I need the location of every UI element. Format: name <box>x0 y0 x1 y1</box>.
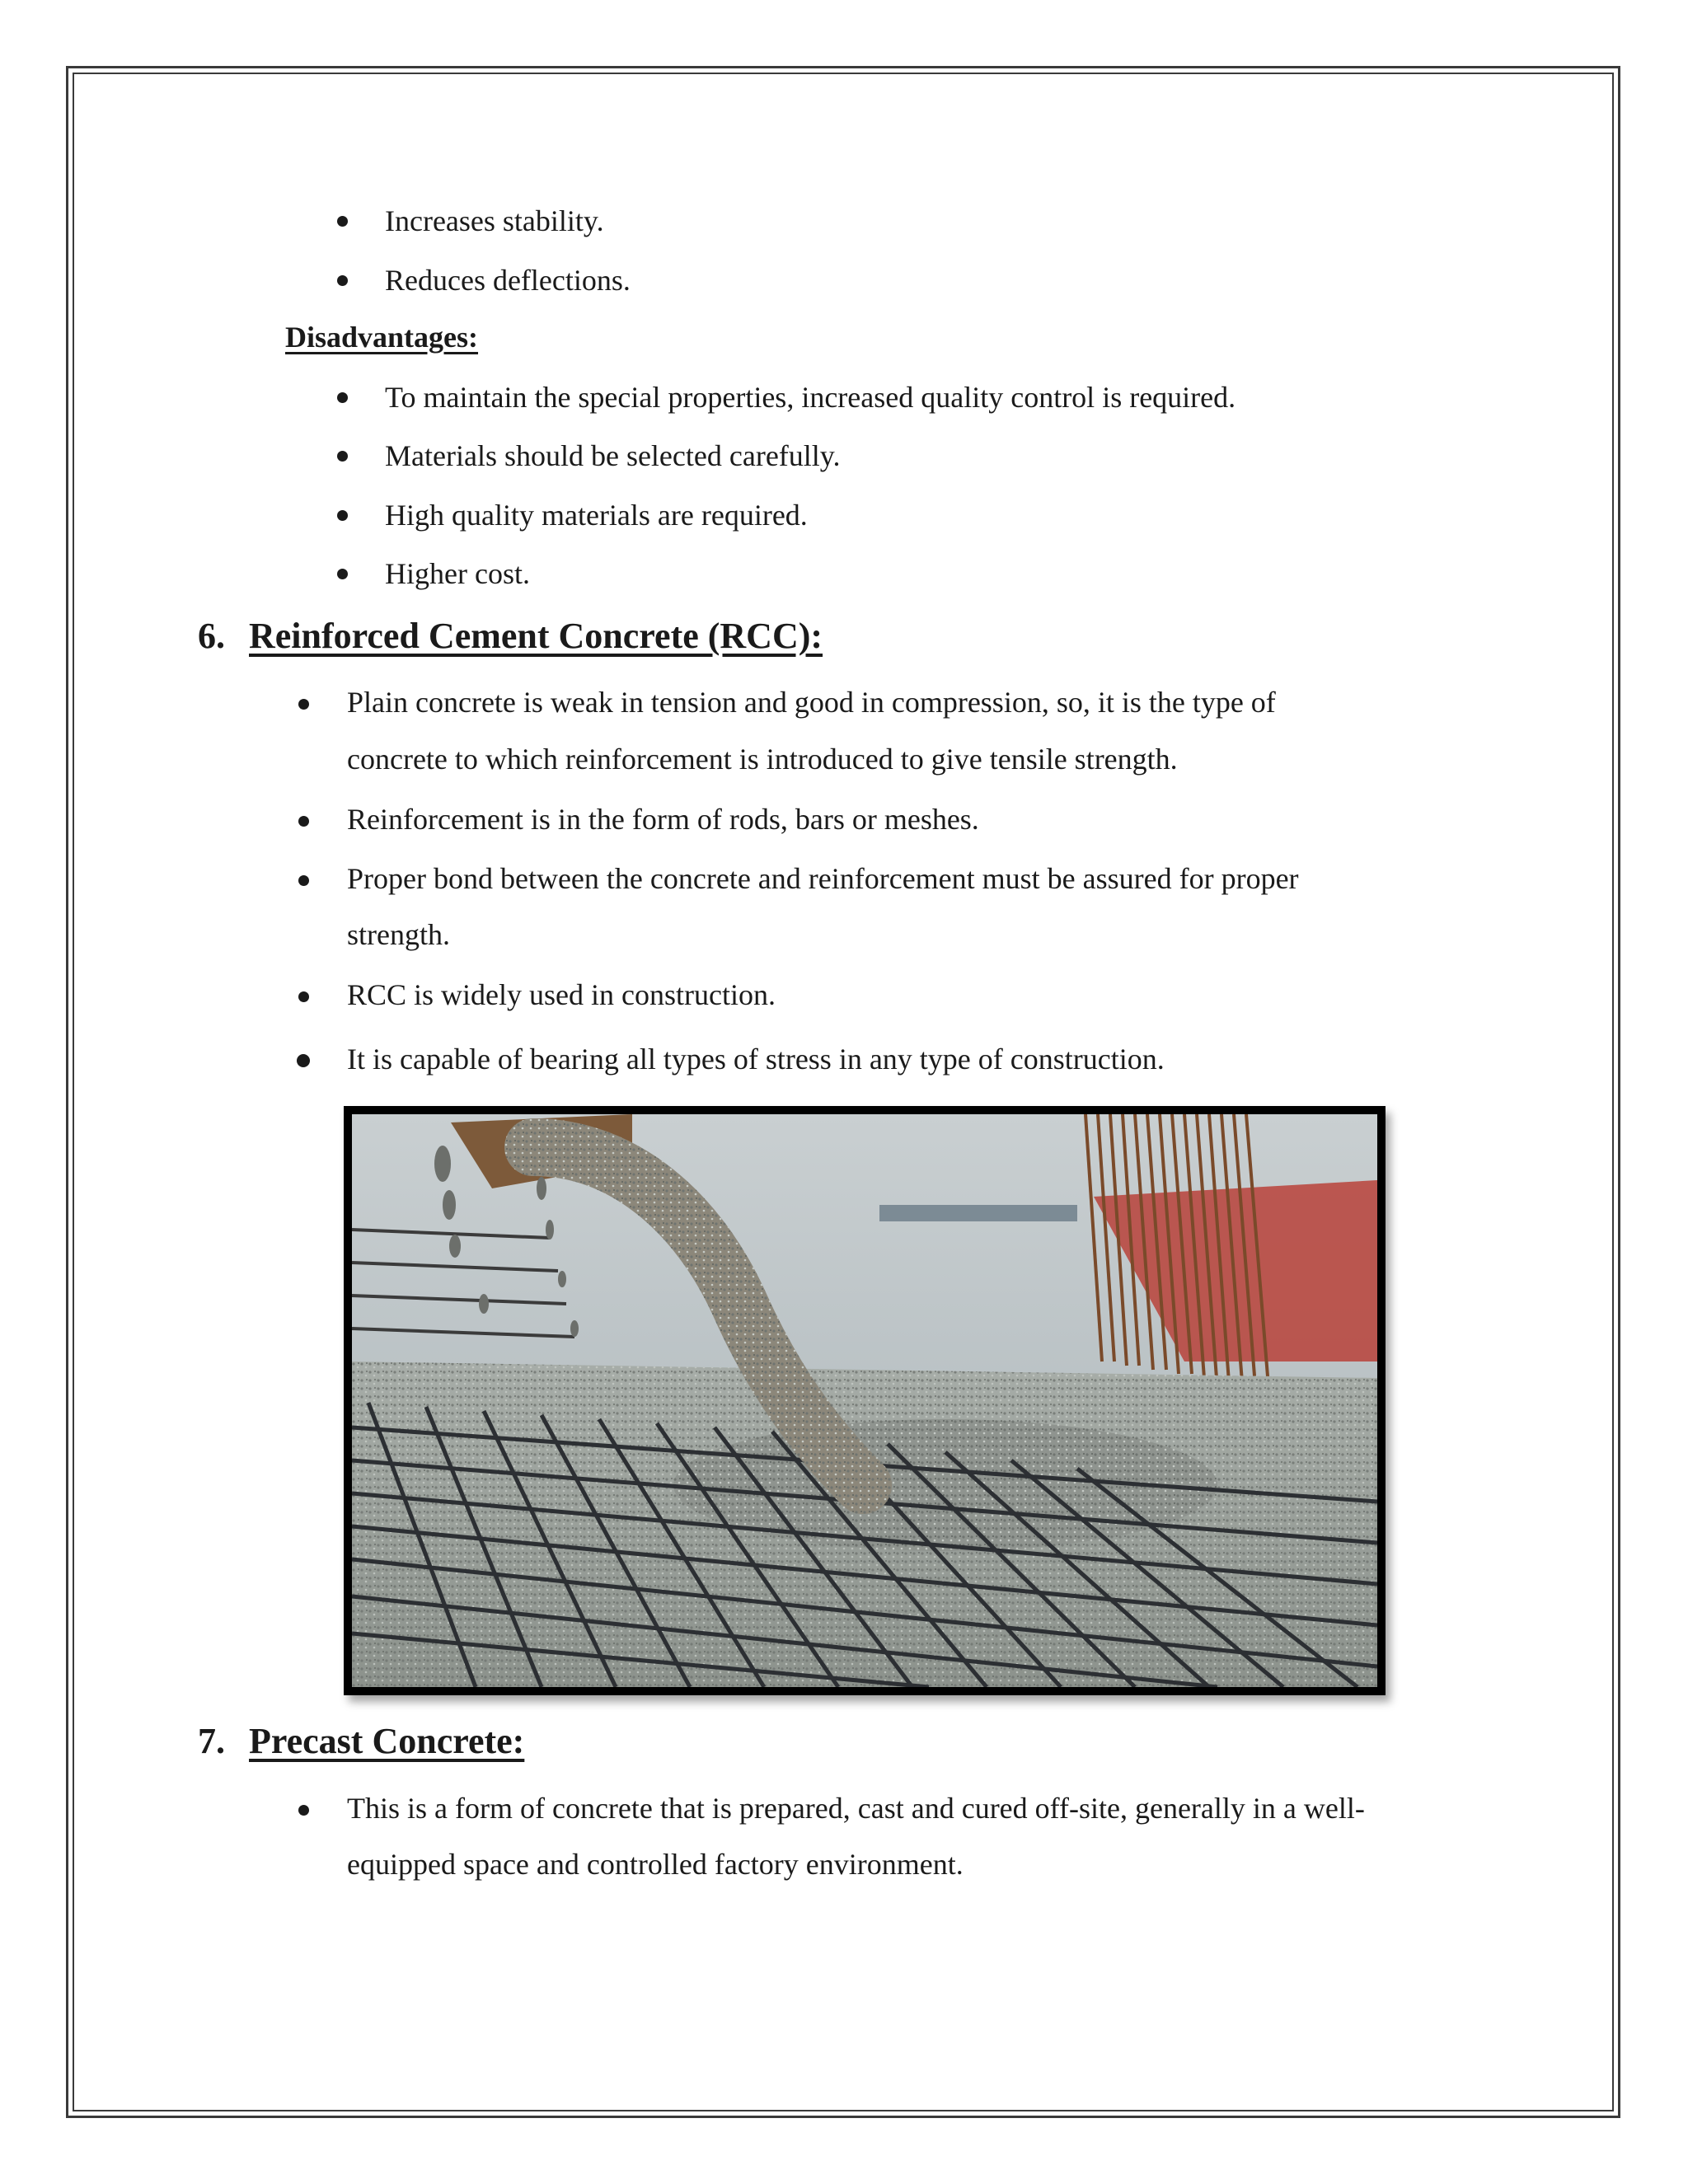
section-7-number: 7. <box>198 1721 225 1761</box>
bullet-icon <box>298 991 309 1002</box>
rcc-concrete-pour-photo <box>344 1106 1386 1695</box>
disadvantage-item-3: High quality materials are required. <box>385 499 808 532</box>
section-6-title: Reinforced Cement Concrete (RCC): <box>249 616 823 656</box>
rcc-line-2: concrete to which reinforcement is introduced to give tensile strength. <box>347 743 1178 776</box>
rcc-line-1: Plain concrete is weak in tension and good in compression, so, it is the type of <box>347 686 1276 719</box>
rcc-line-7: It is capable of bearing all types of stress in any type of construction. <box>347 1043 1165 1076</box>
bullet-icon <box>337 510 348 521</box>
bullet-icon <box>297 1054 310 1067</box>
rcc-line-4: Proper bond between the concrete and reinforcement must be assured for proper <box>347 862 1299 895</box>
intro-bullet-2: Reduces deflections. <box>385 264 631 297</box>
disadvantages-heading: Disadvantages: <box>285 321 479 354</box>
bullet-icon <box>337 216 348 227</box>
intro-bullet-1: Increases stability. <box>385 204 604 237</box>
bullet-icon <box>337 275 348 286</box>
bullet-icon <box>298 816 309 827</box>
disadvantage-item-1: To maintain the special properties, increased quality control is required. <box>385 381 1236 414</box>
bullet-icon <box>298 699 309 710</box>
precast-line-1: This is a form of concrete that is prepared, cast and cured off-site, generally in a well- <box>347 1792 1365 1825</box>
rcc-line-5: strength. <box>347 918 450 951</box>
rcc-line-6: RCC is widely used in construction. <box>347 978 776 1011</box>
concrete-pour-illustration <box>352 1114 1377 1687</box>
disadvantage-item-2: Materials should be selected carefully. <box>385 439 841 472</box>
bullet-icon <box>298 1805 309 1816</box>
bullet-icon <box>337 451 348 462</box>
section-6-number: 6. <box>198 616 225 656</box>
bullet-icon <box>337 392 348 403</box>
precast-line-2: equipped space and controlled factory environment. <box>347 1848 964 1881</box>
section-7-title: Precast Concrete: <box>249 1721 525 1761</box>
bullet-icon <box>298 875 309 886</box>
bullet-icon <box>337 569 348 579</box>
disadvantage-item-4: Higher cost. <box>385 557 530 590</box>
rcc-line-3: Reinforcement is in the form of rods, bars or meshes. <box>347 803 979 836</box>
